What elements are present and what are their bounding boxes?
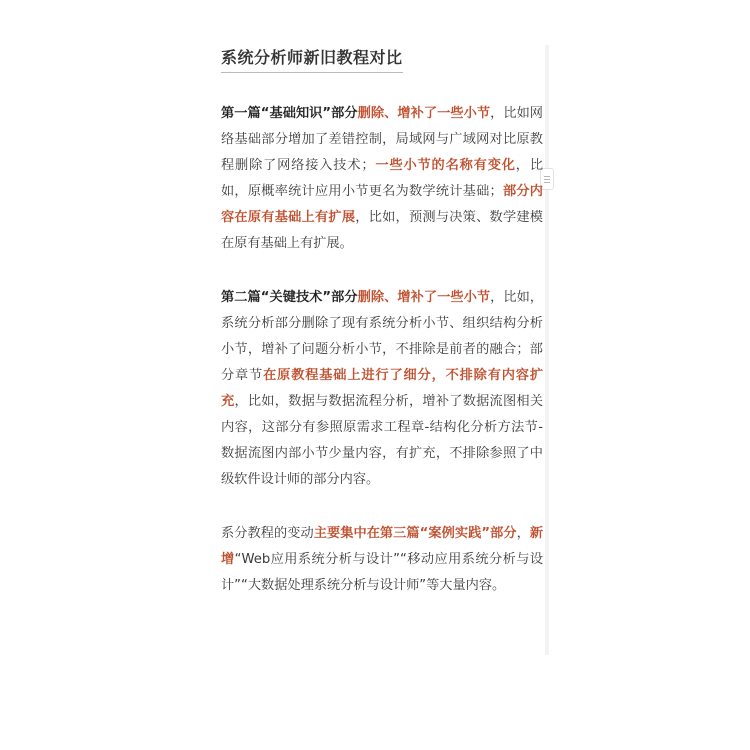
body-text: ，比如，原概率统计应用小节更名为数学统计基础； xyxy=(221,158,544,199)
body-text: ，比如，预测与决策、数学建模在原有基础上有扩展。 xyxy=(221,210,543,251)
body-text: 系分教程的变动 xyxy=(221,526,314,541)
body-text: ，比如，系统分析部分删除了现有系统分析小节、组织结构分析小节，增补了问题分析小节，不排除是前者的融合；部分章节 xyxy=(221,290,543,383)
highlight-text: 删除、增补了一些小节 xyxy=(357,106,491,121)
highlight-text: 部分内容在原有基础上有扩展 xyxy=(221,184,543,225)
highlight-text: 新增 xyxy=(221,526,544,567)
paragraph-2-heading: 第二篇“关键技术”部分 xyxy=(221,290,358,305)
paragraph-2 xyxy=(221,285,543,493)
body-text: ， xyxy=(516,526,530,541)
scrollbar-track[interactable] xyxy=(545,45,549,655)
highlight-text: 删除、增补了一些小节 xyxy=(357,290,491,305)
article-title-underline xyxy=(221,48,403,73)
article-title: 系统分析师新旧教程对比 xyxy=(221,48,403,67)
body-text: “Web应用系统分析与设计”“移动应用系统分析与设计”“大数据处理系统分析与设计师”等大量内容。 xyxy=(221,552,544,593)
highlight-text: 主要集中在第三篇“案例实践”部分 xyxy=(313,526,517,541)
paragraph-1-heading: 第一篇“基础知识”部分 xyxy=(221,106,358,121)
article xyxy=(221,40,543,599)
body-text: ，比如，数据与数据流程分析，增补了数据流图相关内容，这部分有参照原需求工程章-结构化分析方法节-数据流图内部小节少量内容，有扩充，不排除参照了中级软件设计师的部分内容。 xyxy=(221,394,544,487)
highlight-text: 在原教程基础上进行了细分，不排除有内容扩充 xyxy=(221,368,544,409)
body-text: ，比如网络基础部分增加了差错控制，局域网与广域网对比原教程删除了网络接入技术； xyxy=(221,106,543,173)
highlight-text: 一些小节的名称有变化 xyxy=(374,158,516,173)
paragraph-1 xyxy=(221,101,543,257)
paragraph-3 xyxy=(221,521,543,599)
